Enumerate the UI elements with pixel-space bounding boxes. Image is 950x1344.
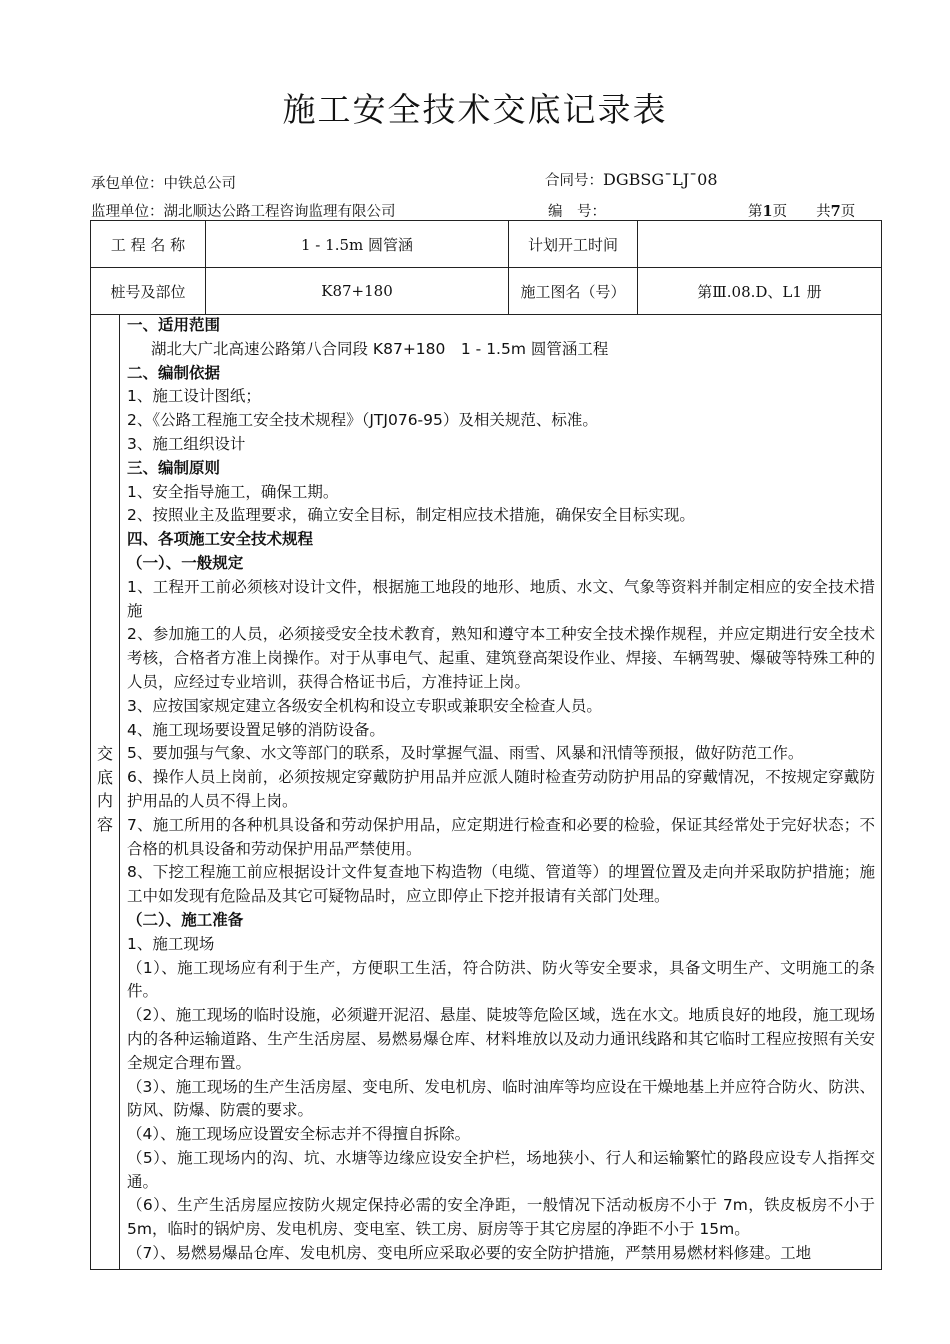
drawing-value: 第Ⅲ.08.D、L1 册 [638,268,882,315]
project-name-value: 1 - 1.5m 圆管涵 [206,221,509,268]
content-line: 6、操作人员上岗前，必须按规定穿戴防护用品并应派人随时检查劳动防护用品的穿戴情况，不按规定穿戴防护用品的人员不得上岗。 [127,768,875,810]
content-line: 2、参加施工的人员，必须接受安全技术教育，熟知和遵守本工种安全技术操作规程，并应定期进行安全技术考核，合格者方准上岗操作。对于从事电气、起重、建筑登高架设作业、焊接、车辆驾驶、爆破等特殊工种的人员，应经过专业培训，获得合格证书后，方准持证上岗。 [127,625,875,691]
section-heading: 四、各项施工安全技术规程 [127,530,314,549]
side-label-char: 底 [96,767,113,787]
content-line: 1、安全指导施工，确保工期。 [127,482,339,501]
section-heading: 三、编制原则 [127,458,221,477]
content-line: 2、按照业主及监理要求，确立安全目标，制定相应技术措施，确保安全目标实现。 [127,506,695,525]
page-suffix: 页 [840,204,856,220]
header-row [91,268,882,315]
section-heading: 一、适用范围 [127,316,221,334]
content-line: （4）、施工现场应设置安全标志并不得擅自拆除。 [127,1125,471,1144]
side-label [91,742,119,836]
page-title: 施工安全技术交底记录表 [282,90,668,129]
side-label-char: 容 [96,814,113,834]
contractor-value: 中铁总公司 [163,176,236,192]
content-line: （7）、易燃易爆品仓库、发电机房、变电所应采取必要的安全防护措施，严禁用易燃材料修建。工地 [127,1244,812,1263]
section-heading: （二）、施工准备 [127,910,244,929]
contract-number: DGBSG¯LJ¯08 [603,170,718,189]
station-label: 桩号及部位 [91,268,206,315]
serial-label: 编 号： [548,204,606,220]
content-line: 湖北大广北高速公路第八合同段 K87+180 1 - 1.5m 圆管涵工程 [151,339,609,358]
header-row [91,221,882,268]
section-heading: （一）、一般规定 [127,553,244,572]
page-total: 7 [830,203,841,220]
content-line: 2、《公路工程施工安全技术规程》（JTJ076-95）及相关规范、标准。 [127,411,598,430]
content-line: 8、下挖工程施工前应根据设计文件复查地下构造物（电缆、管道等）的埋置位置及走向并采取防护措施；施工中如发现有危险品及其它可疑物品时，应立即停止下挖并报请有关部门处理。 [127,863,875,906]
supervisor-value: 湖北顺达公路工程咨询监理有限公司 [163,204,396,220]
header-table [90,220,882,315]
side-label-char: 交 [96,744,113,763]
content-line: （5）、施工现场内的沟、坑、水塘等边缘应设安全护栏，场地狭小、行人和运输繁忙的路段应设专人指挥交通。 [127,1148,875,1191]
contractor-label: 承包单位： [91,176,164,192]
planned-start-value [638,221,882,268]
section-heading: 二、编制依据 [127,363,221,382]
contract-row [545,169,718,190]
content-line: 5、要加强与气象、水文等部门的联系，及时掌握气温、雨雪、风暴和汛情等预报，做好防范工作。 [127,744,804,763]
content-line: 3、应按国家规定建立各级安全机构和设立专职或兼职安全检查人员。 [127,696,602,715]
content-line: 1、工程开工前必须核对设计文件，根据施工地段的地形、地质、水文、气象等资料并制定相应的安全技术措施 [127,577,875,620]
briefing-section [90,314,882,1270]
content-line: 3、施工组织设计 [127,434,246,453]
page-mid: 页 共 [772,204,831,220]
station-value: K87+180 [206,268,509,315]
supervisor-label: 监理单位： [91,204,164,220]
content-line: （2）、施工现场的临时设施，必须避开泥沼、悬崖、陡坡等危险区域，选在水文。地质良好的地段，施工现场内的各种运输道路、生产生活房屋、易燃易爆仓库、材料堆放以及动力通讯线路和其它临时工程应按照有关安全规定合理布置。 [127,1006,875,1072]
project-name-label: 工 程 名 称 [91,221,206,268]
supervisor-row [91,200,396,221]
content-line: （1）、施工现场应有利于生产，方便职工生活，符合防洪、防火等安全要求，具备文明生产、文明施工的条件。 [127,958,875,1001]
content-line: 7、施工所用的各种机具设备和劳动保护用品，应定期进行检查和必要的检验，保证其经常处于完好状态；不合格的机具设备和劳动保护用品严禁使用。 [127,815,875,858]
page-number: 1 [762,203,773,220]
content-line: （3）、施工现场的生产生活房屋、变电所、发电机房、临时油库等均应设在干燥地基上并应符合防火、防洪、防风、防爆、防震的要求。 [127,1077,875,1120]
planned-start-label: 计划开工时间 [509,221,638,268]
page-prefix: 第 [748,204,763,220]
content-line: （6）、生产生活房屋应按防火规定保持必需的安全净距，一般情况下活动板房不小于 7m，铁皮板房不小于 5m，临时的锅炉房、发电机房、变电室、铁工房、厨房等于其它房屋的净距不小于 15m。 [127,1196,875,1239]
side-label-char: 内 [96,791,113,810]
page-counter [748,200,855,221]
content-line: 4、施工现场要设置足够的消防设备。 [127,720,385,739]
contractor-row [91,172,236,193]
drawing-label: 施工图名（号） [509,268,638,315]
contract-label: 合同号： [545,173,603,189]
content-line: 1、施工设计图纸； [127,387,261,406]
briefing-content [127,314,875,1266]
side-label-cell [91,314,120,1269]
content-line: 1、施工现场 [127,934,215,953]
